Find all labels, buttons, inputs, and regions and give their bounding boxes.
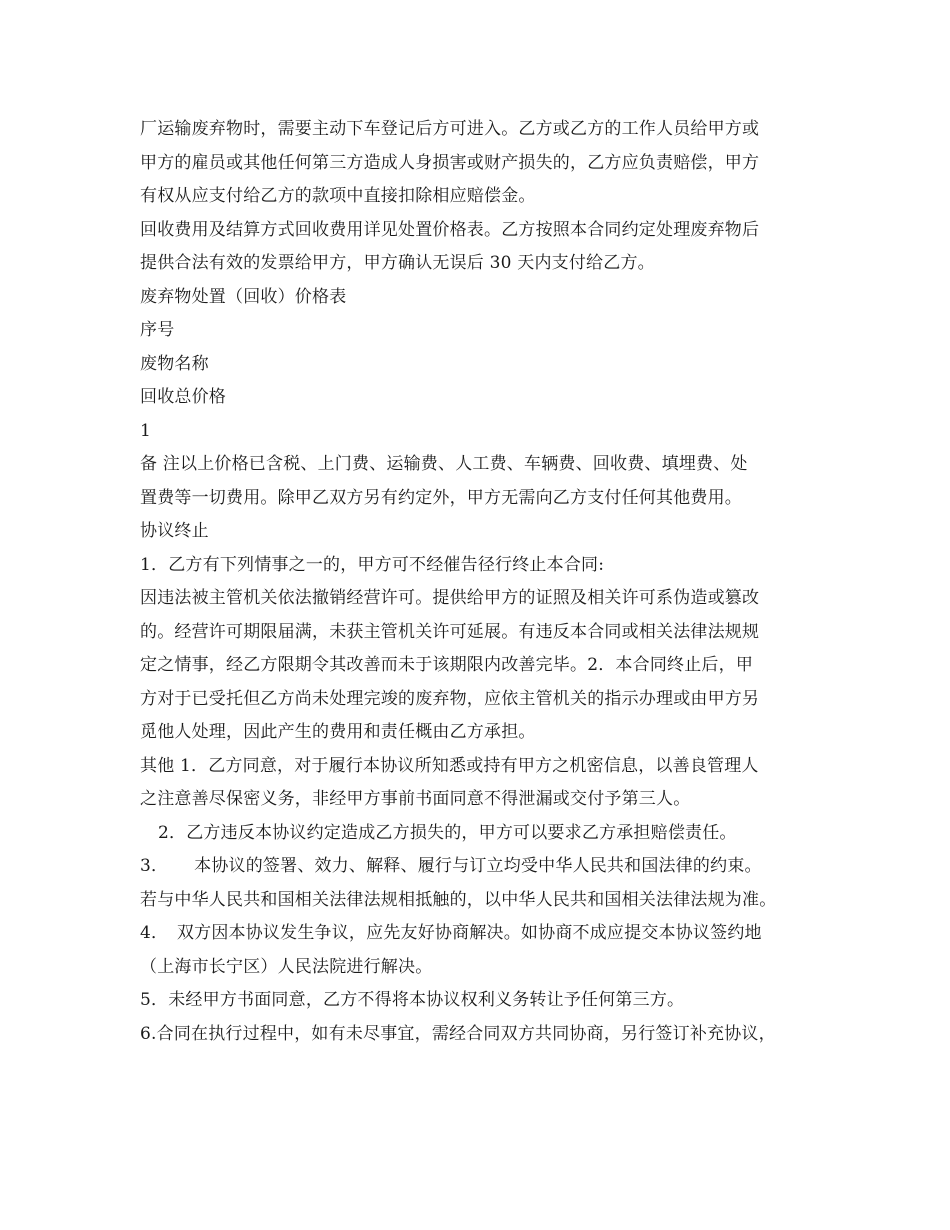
- text-line: 甲方的雇员或其他任何第三方造成人身损害或财产损失的，乙方应负责赔偿，甲方: [140, 152, 760, 173]
- table-header-total-price: 回收总价格: [140, 387, 226, 407]
- text-line: 觅他人处理，因此产生的费用和责任概由乙方承担。: [140, 722, 536, 742]
- text-line: 因违法被主管机关依法撤销经营许可。提供给甲方的证照及相关许可系伪造或篡改: [140, 588, 760, 608]
- text-line: 之注意善尽保密义务，非经甲方事前书面同意不得泄漏或交付予第三人。: [140, 789, 691, 809]
- text-line: 2．乙方违反本协议约定造成乙方损失的，甲方可以要求乙方承担赔偿责任。: [158, 822, 737, 843]
- text-line: 5．未经甲方书面同意，乙方不得将本协议权利义务转让予任何第三方。: [140, 990, 685, 1010]
- table-header-waste-name: 废物名称: [140, 353, 209, 374]
- table-header-serial: 序号: [140, 320, 175, 340]
- text-line: 6.合同在执行过程中，如有未尽事宜，需经合同双方共同协商，另行签订补充协议，: [140, 1023, 776, 1044]
- text-line: 4． 双方因本协议发生争议，应先友好协商解决。如协商不成应提交本协议签约地: [140, 923, 762, 943]
- text-line: 置费等一切费用。除甲乙双方另有约定外，甲方无需向乙方支付任何其他费用。: [140, 487, 742, 508]
- text-line: 回收费用及结算方式回收费用详见处置价格表。乙方按照本合同约定处理废弃物后: [140, 219, 760, 240]
- text-line: 提供合法有效的发票给甲方，甲方确认无误后 30 天内支付给乙方。: [140, 253, 655, 273]
- text-line: 备 注以上价格已含税、上门费、运输费、人工费、车辆费、回收费、填埋费、处: [140, 454, 748, 474]
- text-line: 厂运输废弃物时，需要主动下车登记后方可进入。乙方或乙方的工作人员给甲方或: [140, 119, 760, 139]
- text-line: 有权从应支付给乙方的款项中直接扣除相应赔偿金。: [140, 186, 536, 206]
- text-line: 1．乙方有下列情事之一的，甲方可不经催告径行终止本合同:: [140, 554, 605, 575]
- text-line: 的。经营许可期限届满，未获主管机关许可延展。有违反本合同或相关法律法规规: [140, 621, 760, 642]
- section-heading: 协议终止: [140, 521, 209, 541]
- text-line: 若与中华人民共和国相关法律法规相抵触的，以中华人民共和国相关法律法规为准。: [140, 889, 777, 910]
- text-line: 3． 本协议的签署、效力、解释、履行与订立均受中华人民共和国法律的约束。: [140, 856, 762, 876]
- text-line: 定之情事，经乙方限期令其改善而未于该期限内改善完毕。2．本合同终止后，甲: [140, 655, 754, 675]
- text-line: 方对于已受托但乙方尚未处理完竣的废弃物，应依主管机关的指示办理或由甲方另: [140, 688, 760, 709]
- table-title: 废弃物处置（回收）价格表: [140, 286, 347, 307]
- text-line: 其他 1．乙方同意，对于履行本协议所知悉或持有甲方之机密信息，以善良管理人: [140, 755, 759, 776]
- table-cell-serial: 1: [140, 420, 152, 441]
- text-line: （上海市长宁区）人民法院进行解决。: [140, 956, 433, 977]
